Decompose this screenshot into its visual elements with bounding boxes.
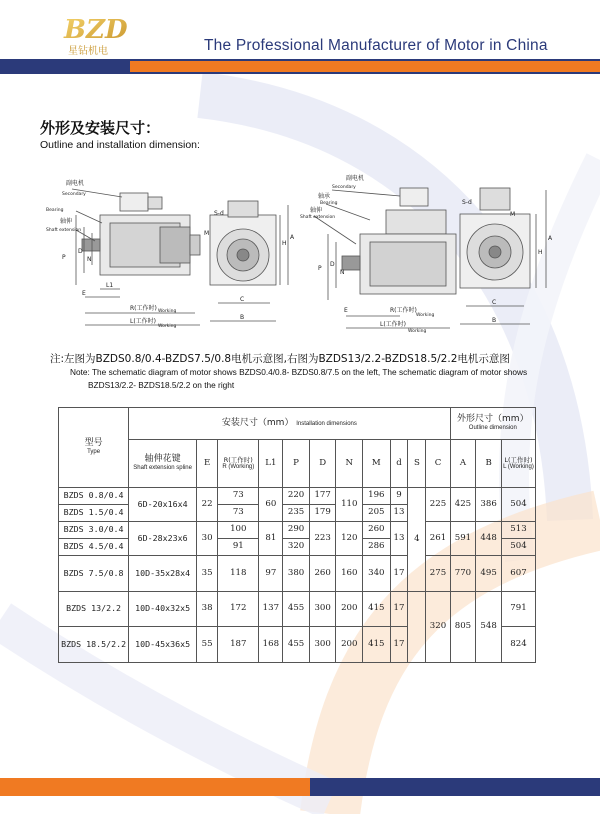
cell-model: BZDS 7.5/0.8 bbox=[59, 556, 129, 592]
cell-n: 200 bbox=[336, 592, 363, 627]
cell-d-small: 13 bbox=[390, 522, 408, 556]
cell-n: 200 bbox=[336, 627, 363, 663]
label-bearing-en: Bearing bbox=[320, 201, 338, 206]
label-d: D bbox=[330, 261, 335, 268]
cell-l: 824 bbox=[501, 627, 535, 663]
cell-model: BZDS 4.5/0.4 bbox=[59, 539, 129, 556]
label-a: A bbox=[290, 234, 295, 241]
cell-d: 223 bbox=[309, 522, 336, 556]
cell-c: 261 bbox=[426, 522, 450, 556]
company-tagline: The Professional Manufacturer of Motor in China bbox=[204, 37, 548, 54]
cell-c: 225 bbox=[426, 488, 450, 522]
header-d-small: d bbox=[390, 440, 408, 488]
cell-r: 73 bbox=[218, 505, 259, 522]
label-sd: S-d bbox=[462, 199, 472, 206]
cell-p: 455 bbox=[283, 627, 310, 663]
cell-r: 187 bbox=[218, 627, 259, 663]
cell-b: 386 bbox=[476, 488, 502, 522]
header-r: R(工作时) R (Working) bbox=[218, 440, 259, 488]
label-e: E bbox=[344, 307, 348, 314]
table-row bbox=[59, 522, 536, 539]
cell-n: 110 bbox=[336, 488, 363, 522]
cell-s bbox=[408, 592, 426, 663]
cell-l: 504 bbox=[501, 488, 535, 522]
cell-spline: 6D-28x23x6 bbox=[129, 522, 197, 556]
cell-m: 205 bbox=[363, 505, 391, 522]
label-c: C bbox=[492, 299, 497, 306]
label-h: H bbox=[282, 240, 287, 247]
cell-l: 791 bbox=[501, 592, 535, 627]
cell-model: BZDS 13/2.2 bbox=[59, 592, 129, 627]
cell-a: 591 bbox=[450, 522, 476, 556]
cell-l1: 168 bbox=[259, 627, 283, 663]
left-motor-diagram bbox=[40, 175, 300, 340]
header-outline: 外形尺寸（mm） Outline dimension bbox=[450, 408, 535, 440]
right-motor-diagram bbox=[300, 170, 570, 340]
label-c: C bbox=[240, 296, 245, 303]
cell-e: 35 bbox=[197, 556, 218, 592]
cell-e: 38 bbox=[197, 592, 218, 627]
label-secondary-cn: 副电机 bbox=[346, 175, 365, 182]
header-b: B bbox=[476, 440, 502, 488]
cell-d-small: 17 bbox=[390, 627, 408, 663]
label-secondary-en: Secondary bbox=[62, 192, 86, 197]
cell-p: 290 bbox=[283, 522, 310, 539]
cell-spline: 10D-45x36x5 bbox=[129, 627, 197, 663]
cell-spline: 6D-20x16x4 bbox=[129, 488, 197, 522]
header-m: M bbox=[363, 440, 391, 488]
label-shaft-cn: 轴伸 bbox=[60, 218, 73, 225]
label-r: R(工作时) bbox=[390, 307, 417, 314]
note-en-line1: Note: The schematic diagram of motor shows BZDS0.4/0.8- BZDS0.8/7.5 on the left, The schematic diagram of motor shows bbox=[70, 367, 528, 377]
cell-e: 30 bbox=[197, 522, 218, 556]
cell-l: 504 bbox=[501, 539, 535, 556]
header-n: N bbox=[336, 440, 363, 488]
cell-r: 172 bbox=[218, 592, 259, 627]
cell-n: 120 bbox=[336, 522, 363, 556]
header-e: E bbox=[197, 440, 218, 488]
cell-model: BZDS 0.8/0.4 bbox=[59, 488, 129, 505]
cell-m: 415 bbox=[363, 627, 391, 663]
cell-e: 55 bbox=[197, 627, 218, 663]
header-c: C bbox=[426, 440, 450, 488]
cell-d: 260 bbox=[309, 556, 336, 592]
label-l-working: Working bbox=[408, 329, 427, 334]
header-p: P bbox=[283, 440, 310, 488]
label-h: H bbox=[538, 249, 543, 256]
label-r-working: Working bbox=[158, 309, 177, 314]
header-spline: 轴伸花键 Shaft extension spline bbox=[129, 440, 197, 488]
cell-l1: 97 bbox=[259, 556, 283, 592]
cell-l1: 81 bbox=[259, 522, 283, 556]
cell-spline: 10D-35x28x4 bbox=[129, 556, 197, 592]
cell-m: 286 bbox=[363, 539, 391, 556]
header-d: D bbox=[309, 440, 336, 488]
label-b: B bbox=[240, 314, 245, 321]
cell-r: 91 bbox=[218, 539, 259, 556]
cell-spline: 10D-40x32x5 bbox=[129, 592, 197, 627]
cell-b: 448 bbox=[476, 522, 502, 556]
label-p: P bbox=[62, 254, 66, 261]
label-secondary-cn: 副电机 bbox=[66, 180, 85, 187]
label-r: R(工作时) bbox=[130, 305, 157, 312]
cell-p: 380 bbox=[283, 556, 310, 592]
label-l-working: Working bbox=[158, 324, 177, 329]
label-bearing-en: Bearing bbox=[46, 208, 64, 213]
cell-l: 607 bbox=[501, 556, 535, 592]
label-m: M bbox=[510, 211, 516, 218]
header-install: 安装尺寸（mm） Installation dimensions bbox=[129, 408, 450, 440]
label-e: E bbox=[82, 290, 86, 297]
note-cn: 注:左图为BZDS0.8/0.4-BZDS7.5/0.8电机示意图,右图为BZDS13/2.2-BZDS18.5/2.2电机示意图 bbox=[50, 353, 510, 365]
cell-d-small: 17 bbox=[390, 592, 408, 627]
label-l: L(工作时) bbox=[380, 321, 407, 328]
cell-c: 320 bbox=[426, 592, 450, 663]
cell-p: 455 bbox=[283, 592, 310, 627]
cell-r: 118 bbox=[218, 556, 259, 592]
table-row bbox=[59, 488, 536, 505]
cell-model: BZDS 1.5/0.4 bbox=[59, 505, 129, 522]
label-d: D bbox=[78, 248, 83, 255]
section-subtitle: Outline and installation dimension: bbox=[40, 139, 200, 151]
label-m: M bbox=[204, 230, 210, 237]
header-s: S bbox=[408, 440, 426, 488]
label-shaft-en: Shaft extension bbox=[300, 215, 336, 220]
header-a: A bbox=[450, 440, 476, 488]
label-bearing-cn: 轴承 bbox=[318, 193, 331, 200]
dimension-table bbox=[58, 407, 536, 662]
header-l1: L1 bbox=[259, 440, 283, 488]
label-sd: S-d bbox=[214, 210, 224, 217]
cell-d-small: 13 bbox=[390, 505, 408, 522]
cell-model: BZDS 3.0/0.4 bbox=[59, 522, 129, 539]
label-secondary-en: Secondary bbox=[332, 185, 356, 190]
label-a: A bbox=[548, 235, 553, 242]
logo-cn-text: 星钻机电 bbox=[68, 46, 108, 57]
company-logo bbox=[62, 12, 132, 58]
cell-d: 177 bbox=[309, 488, 336, 505]
section-title: 外形及安装尺寸： bbox=[40, 119, 161, 137]
header-model: 型号 Type bbox=[59, 408, 129, 488]
label-shaft-en: Shaft extension bbox=[46, 228, 82, 233]
cell-a: 770 bbox=[450, 556, 476, 592]
cell-model: BZDS 18.5/2.2 bbox=[59, 627, 129, 663]
table-row bbox=[59, 556, 536, 592]
cell-r: 73 bbox=[218, 488, 259, 505]
note-en-line2: BZDS13/2.2- BZDS18.5/2.2 on the right bbox=[88, 380, 235, 390]
label-l: L(工作时) bbox=[130, 318, 157, 325]
cell-p: 220 bbox=[283, 488, 310, 505]
cell-s: 4 bbox=[408, 488, 426, 592]
cell-d: 300 bbox=[309, 592, 336, 627]
cell-r: 100 bbox=[218, 522, 259, 539]
cell-b: 495 bbox=[476, 556, 502, 592]
header-l: L(工作时) L (Working) bbox=[501, 440, 535, 488]
cell-l: 513 bbox=[501, 522, 535, 539]
label-shaft-cn: 轴伸 bbox=[310, 207, 323, 214]
cell-c: 275 bbox=[426, 556, 450, 592]
cell-b: 548 bbox=[476, 592, 502, 663]
cell-a: 805 bbox=[450, 592, 476, 663]
cell-m: 196 bbox=[363, 488, 391, 505]
cell-n: 160 bbox=[336, 556, 363, 592]
cell-d: 179 bbox=[309, 505, 336, 522]
label-p: P bbox=[318, 265, 322, 272]
cell-d: 300 bbox=[309, 627, 336, 663]
cell-m: 340 bbox=[363, 556, 391, 592]
cell-l1: 137 bbox=[259, 592, 283, 627]
cell-m: 260 bbox=[363, 522, 391, 539]
header-band-orange bbox=[130, 61, 600, 72]
label-r-working: Working bbox=[416, 313, 435, 318]
label-n: N bbox=[87, 256, 92, 263]
table-row bbox=[59, 592, 536, 627]
label-l1: L1 bbox=[106, 282, 114, 289]
logo-mark-text: BZD bbox=[64, 15, 128, 45]
cell-d-small: 9 bbox=[390, 488, 408, 505]
footer-band-orange bbox=[0, 778, 310, 796]
label-b: B bbox=[492, 317, 497, 324]
cell-e: 22 bbox=[197, 488, 218, 522]
cell-m: 415 bbox=[363, 592, 391, 627]
cell-a: 425 bbox=[450, 488, 476, 522]
cell-l1: 60 bbox=[259, 488, 283, 522]
cell-d-small: 17 bbox=[390, 556, 408, 592]
cell-p: 320 bbox=[283, 539, 310, 556]
cell-p: 235 bbox=[283, 505, 310, 522]
label-n: N bbox=[340, 269, 345, 276]
